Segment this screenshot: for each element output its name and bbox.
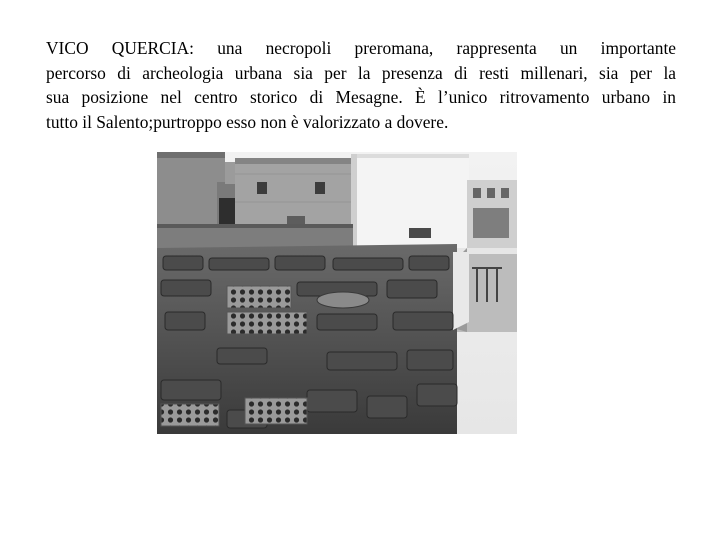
white-building (351, 154, 469, 248)
caption-line: VICO QUERCIA: una necropoli preromana, rappresenta un importante (46, 38, 676, 58)
left-building (157, 152, 241, 224)
caption-line: sua posizione nel centro storico di Mesagne. È l’unico ritrovamento urbano in (46, 87, 676, 107)
excavation-photo (157, 152, 517, 434)
central-building (235, 158, 353, 232)
caption-paragraph (46, 36, 676, 134)
caption-line: percorso di archeologia urbana sia per la presenza di resti millenari, sia per la (46, 62, 676, 83)
caption-line: tutto il Salento;purtroppo esso non è valorizzato a dovere. (46, 111, 449, 132)
excavation-ground (157, 244, 469, 434)
